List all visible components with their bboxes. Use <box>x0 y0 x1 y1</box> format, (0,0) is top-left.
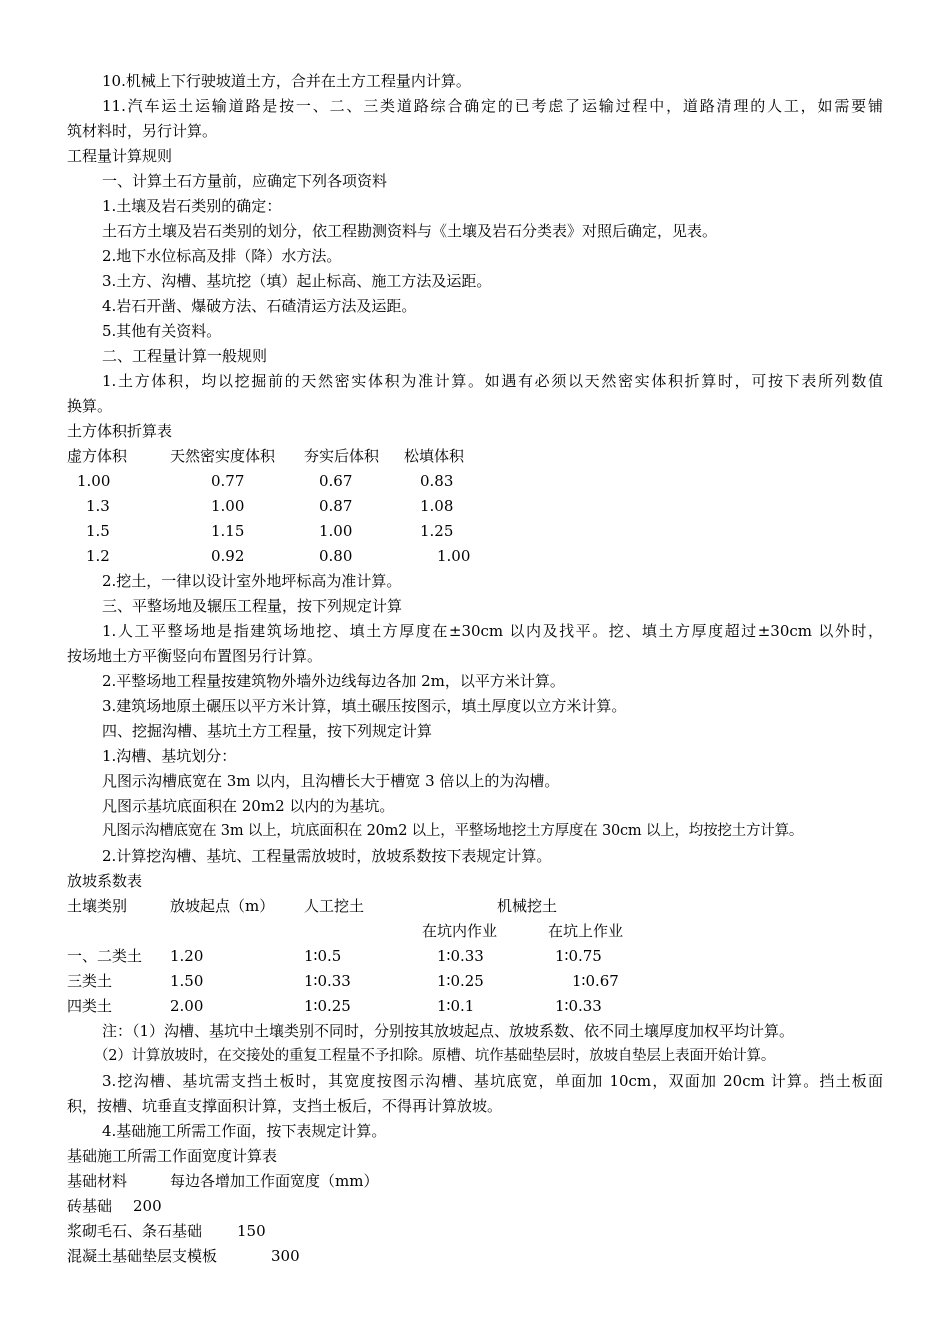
paragraph-line: 3.建筑场地原土碾压以平方米计算，填土碾压按图示，填土厚度以立方米计算。 <box>102 697 627 715</box>
table-cell: 150 <box>237 1222 266 1240</box>
table-cell: 0.92 <box>211 547 245 565</box>
table-cell: 1.20 <box>170 947 204 965</box>
table-cell: 三类土 <box>67 972 113 990</box>
table-cell: 1∶0.33 <box>304 972 351 990</box>
table-title: 放坡系数表 <box>67 872 143 890</box>
paragraph-line: 土石方土壤及岩石类别的划分，依工程勘测资料与《土壤及岩石分类表》对照后确定，见表。 <box>102 222 718 240</box>
table-cell: 1∶0.1 <box>437 997 475 1015</box>
table-cell: 1∶0.75 <box>555 947 602 965</box>
section-heading: 一、计算土石方量前，应确定下列各项资料 <box>102 172 388 190</box>
table-cell: 1∶0.33 <box>437 947 484 965</box>
table-cell: 1.00 <box>77 472 111 490</box>
table-cell: 0.87 <box>319 497 353 515</box>
table-cell: 0.80 <box>319 547 353 565</box>
table-header-cell: 虚方体积 <box>67 447 128 465</box>
table-subheader-cell: 在坑上作业 <box>548 922 624 940</box>
table-cell: 0.67 <box>319 472 353 490</box>
paragraph-line: 2.平整场地工程量按建筑物外墙外边线每边各加 2m，以平方米计算。 <box>102 672 565 690</box>
table-cell: 1∶0.25 <box>437 972 484 990</box>
section-heading: 三、平整场地及辗压工程量，按下列规定计算 <box>102 597 403 615</box>
table-cell: 200 <box>133 1197 162 1215</box>
table-header-cell: 天然密实度体积 <box>170 447 276 465</box>
section-heading: 工程量计算规则 <box>67 147 173 165</box>
table-header-cell: 机械挖土 <box>497 897 558 915</box>
paragraph-line: 1.土方体积，均以挖掘前的天然密实体积为准计算。如遇有必须以天然密实体积折算时，可按下表所列数值 <box>102 372 883 390</box>
table-cell: 1∶0.5 <box>304 947 342 965</box>
paragraph-line: 2.计算挖沟槽、基坑、工程量需放坡时，放坡系数按下表规定计算。 <box>102 847 552 865</box>
table-cell: 300 <box>271 1247 300 1265</box>
table-header-cell: 松填体积 <box>404 447 465 465</box>
paragraph-line: 积，按槽、坑垂直支撑面积计算，支挡土板后，不得再计算放坡。 <box>67 1097 503 1115</box>
section-heading: 二、工程量计算一般规则 <box>102 347 268 365</box>
paragraph-line: 筑材料时，另行计算。 <box>67 122 218 140</box>
table-cell: 1.25 <box>420 522 454 540</box>
table-cell: 1∶0.67 <box>572 972 619 990</box>
paragraph-line: 1.人工平整场地是指建筑场地挖、填土方厚度在±30cm 以内及找平。挖、填土方厚度超过±30cm 以外时， <box>102 622 883 640</box>
table-cell: 0.83 <box>420 472 454 490</box>
table-cell: 1.00 <box>319 522 353 540</box>
table-header-cell: 夯实后体积 <box>304 447 380 465</box>
table-cell: 1.15 <box>211 522 245 540</box>
table-cell: 2.00 <box>170 997 204 1015</box>
table-header-cell: 基础材料 <box>67 1172 128 1190</box>
table-cell: 浆砌毛石、条石基础 <box>67 1222 203 1240</box>
paragraph-line: 3.挖沟槽、基坑需支挡土板时，其宽度按图示沟槽、基坑底宽，单面加 10cm，双面加 20cm 计算。挡土板面 <box>102 1072 883 1090</box>
table-header-cell: 土壤类别 <box>67 897 128 915</box>
paragraph-line: 5.其他有关资料。 <box>102 322 222 340</box>
note-line: （2）计算放坡时，在交接处的重复工程量不予扣除。原槽、坑作基础垫层时，放坡自垫层上表面开始计算。 <box>94 1048 776 1064</box>
table-cell: 1.00 <box>437 547 471 565</box>
paragraph-line: 换算。 <box>67 397 113 415</box>
table-cell: 1.2 <box>86 547 110 565</box>
paragraph-line: 2.地下水位标高及排（降）水方法。 <box>102 247 342 265</box>
paragraph-line: 凡图示基坑底面积在 20m2 以内的为基坑。 <box>102 797 395 815</box>
paragraph-line: 4.岩石开凿、爆破方法、石碴清运方法及运距。 <box>102 297 417 315</box>
table-cell: 一、二类土 <box>67 947 143 965</box>
table-cell: 1.50 <box>170 972 204 990</box>
table-header-cell: 放坡起点（m） <box>170 897 275 915</box>
table-cell: 1∶0.33 <box>555 997 602 1015</box>
table-title: 基础施工所需工作面宽度计算表 <box>67 1147 278 1165</box>
paragraph-line: 按场地土方平衡竖向布置图另行计算。 <box>67 647 323 665</box>
table-cell: 1.3 <box>86 497 110 515</box>
table-cell: 混凝土基础垫层支模板 <box>67 1247 218 1265</box>
table-subheader-cell: 在坑内作业 <box>422 922 498 940</box>
note-line: 注：（1）沟槽、基坑中土壤类别不同时，分别按其放坡起点、放坡系数、依不同土壤厚度加权平均计算。 <box>102 1022 795 1040</box>
table-cell: 1.5 <box>86 522 110 540</box>
table-title: 土方体积折算表 <box>67 422 173 440</box>
paragraph-line: 2.挖土，一律以设计室外地坪标高为准计算。 <box>102 572 402 590</box>
paragraph-line: 1.土壤及岩石类别的确定： <box>102 197 282 215</box>
paragraph-line: 凡图示沟槽底宽在 3m 以上，坑底面积在 20m2 以上，平整场地挖土方厚度在 30cm 以上，均按挖土方计算。 <box>102 823 804 839</box>
paragraph-line: 3.土方、沟槽、基坑挖（填）起止标高、施工方法及运距。 <box>102 272 492 290</box>
table-cell: 1.00 <box>211 497 245 515</box>
table-cell: 1.08 <box>420 497 454 515</box>
table-cell: 四类土 <box>67 997 113 1015</box>
paragraph-line: 10.机械上下行驶坡道土方，合并在土方工程量内计算。 <box>102 72 471 90</box>
paragraph-line: 11.汽车运土运输道路是按一、二、三类道路综合确定的已考虑了运输过程中，道路清理的人工，如需要铺 <box>102 97 883 115</box>
section-heading: 四、挖掘沟槽、基坑土方工程量，按下列规定计算 <box>102 722 433 740</box>
table-header-cell: 每边各增加工作面宽度（mm） <box>170 1172 379 1190</box>
paragraph-line: 凡图示沟槽底宽在 3m 以内，且沟槽长大于槽宽 3 倍以上的为沟槽。 <box>102 772 560 790</box>
paragraph-line: 1.沟槽、基坑划分： <box>102 747 237 765</box>
paragraph-line: 4.基础施工所需工作面，按下表规定计算。 <box>102 1122 387 1140</box>
table-cell: 砖基础 <box>67 1197 113 1215</box>
table-cell: 0.77 <box>211 472 245 490</box>
table-cell: 1∶0.25 <box>304 997 351 1015</box>
table-header-cell: 人工挖土 <box>304 897 365 915</box>
